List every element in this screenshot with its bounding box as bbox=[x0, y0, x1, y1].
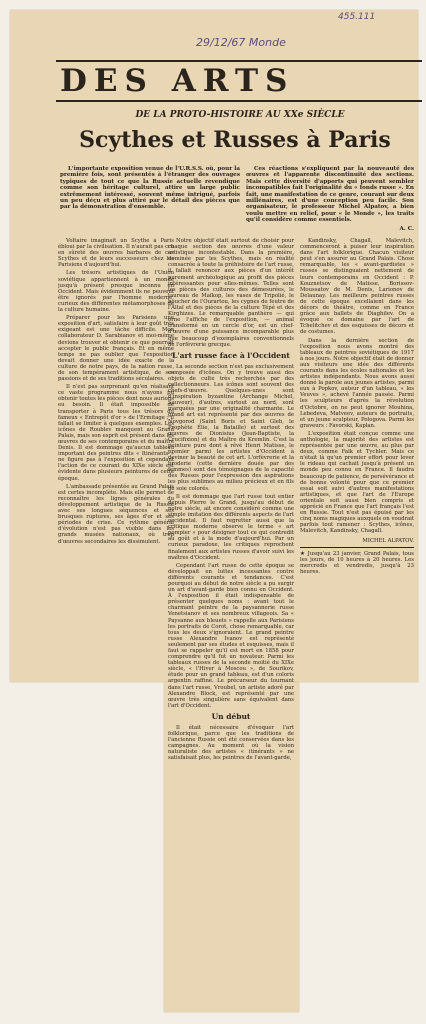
article-headline: Scythes et Russes à Paris bbox=[79, 127, 391, 153]
article-column-3 bbox=[300, 238, 414, 678]
paragraph: L'exposition était conçue comme une anthologie, la majorité des artistes est représentée par une œuvre, au plus par deux, comme Falk et Tychler. Mais ce n'était là qu'un premier effort pour lever le rideau qui cachait jusqu'à présent un monde peu connu en France. Il faudra beaucoup de patience, de persévérance et de bonne volonté pour que ce premier essai soit suivi d'autres manifestations artistiques, et que l'art de l'Europe orientale soit aussi bien compris et apprécié en France que l'art français l'est en Russie. Tout n'est pas épuisé par les cinq noms magiques auxquels on voudrait parfois tout ramener : Scythes, icônes, Malevitch, Kandinsky, Chagall. bbox=[300, 430, 414, 535]
paragraph: L'ambassade présentée au Grand Palais est certes incomplète. Mais elle permet de reconnaître les lignes générales du développement artistique de la Russie avec ses longues séquences et ses brusques ruptures, ses âges d'or et ses périodes de crise. Ce rythme général d'évolution n'est pas visible dans les grands musées nationaux, où trop d'œuvres secondaires les dissimulent. bbox=[58, 483, 174, 545]
lead-paragraph: L'importante exposition venue de l'U.R.S.S. où, pour la première fois, sont présentés à l'étranger des ouvrages typiques de tout ce que la Russie actuelle revendique comme son héritage culturel, attire un large public extrêmement intéressé, souvent même intrigué, parfois un peu déçu et plus attiré par le détail des pièces que par la démonstration d'ensemble. bbox=[60, 166, 240, 211]
article-lead-left bbox=[60, 166, 240, 213]
paragraph: Préparer pour les Parisiens une exposition d'art, satisfaire à leur goût très exigeant est une tâche difficile. Mon collaborateur D. Sarabianov et moi-même devions trouver et obtenir ce que pourrait accepter le public français. Et en même temps ne pas oublier que l'exposition devait donner une idée exacte de la culture de notre pays, de la nation russe, de son tempérament artistique, de ses passions et de ses traditions séculaires. bbox=[58, 315, 174, 383]
paragraph: La seconde section n'est pas exclusivement composée d'icônes. On y trouve aussi des objets de culte très recherchés par des collectionneurs. Les icônes sont souvent des chefs-d'œuvre. Quelques-unes sont d'inspiration byzantine (Archange Michel, Sauveur), d'autres, surtout au nord, sont marquées par une originalité charmante. Le grand art est représenté par des œuvres de Novgorod (Saint Boris et Saint Gleb, le Prophète Élie, la Bataille) et surtout des œuvres de Dionisius (Jean-Baptiste, la Crucifixion) et du Maître du Kremlin. C'est la peinture pure dont à rêvé Henri Matisse, le premier parmi les artistes d'Occident à deviner la beauté de cet art. L'orfèvrerie et la broderie (cette dernière douée par des femmes) sont des témoignages de la capacité des Russes pour l'expression des aspirations les plus sublimes au milieu précieux et en fils de soie colorés. bbox=[168, 363, 294, 492]
section-title: DES ARTS bbox=[60, 63, 295, 99]
paragraph: Kandinsky, Chagall, Malevitch, commenceront à puiser leur inspiration dans l'art folklorique. Chacun visiteur peut s'en assurer au Grand Palais. Chose remarquable, les « avant-gardistes » russes se distinguaient nettement de leurs contemporains en Occident : P. Kouznetsov de Matisse, Borissov-Moussatov de M. Denis, Larionov de Delaunay. Les meilleurs peintres russes de cette époque excellaient dans les décors de théâtre, comme en France grâce aux ballets de Diaghilev. On a évoqué ce domaine par l'art de Tchelitchev et des esquisses de décors et de costumes. bbox=[300, 238, 414, 336]
paragraph: Cependant l'art russe de cette époque se développait en luttes incessantes contre différents courants et tendances. C'est pourquoi au début de notre siècle a pu surgir un art d'avant-garde bien connu en Occident. À l'exposition il était indispensable de présenter quelques noms : avant tout le charmant peintre de la paysannerie russe Venetsianov et ses nombreux villageois. Sa « Paysanne aux bleuets » rappelle aux Parisiens les portraits de Corot, chose remarquable, car tous les deux s'ignoraient. Le grand peintre russe Alexandre Ivanov est représenté seulement par ses études et esquisses, mais il faut se rappeler qu'il est mort en 1858 pour comprendre qu'il fut un novateur. Parmi les tableaux russes de la seconde moitié du XIXe siècle, « l'Hiver à Moscou », de Sourikov, étude pour un grand tableau, est d'un coloris argentin raffiné. Le précurseur du tournant dans l'art russe, Vroubel, un artiste adoré par Alexandre Block, est représenté par une œuvre très singulière sans équivalent dans l'art d'Occident. bbox=[168, 562, 294, 709]
article-column-2 bbox=[168, 238, 294, 1012]
practical-info: ★ Jusqu'au 23 janvier, Grand Palais, tous les jours, de 10 heures à 20 heures. Les mercredis et vendredis, jusqu'à 23 heures. bbox=[300, 550, 414, 575]
article-column-1 bbox=[58, 238, 174, 678]
paragraph: Dans la dernière section de l'exposition nous avons montré des tableaux de peintres soviétiques de 1917 à nos jours. Notre objectif était de donner aux visiteurs une idée des différents courants dans les écoles nationales et les artistes indépendants. Nous avons aussi donné la parole aux jeunes artistes, parmi eux à Popkov, auteur d'un tableau, « les Veuves », achevé l'année passée. Parmi les sculpteurs d'après la révolution d'Octobre, on ne peut ignorer Mouhina, Lebedeva, Matveev, auteurs de portraits, et un jeune sculpteur, Pologova. Parmi les graveurs : Favorski, Kaplan. bbox=[300, 337, 414, 429]
lead-signature: A. C. bbox=[399, 225, 414, 232]
lead-paragraph: Ces réactions s'expliquent par la nouveauté des œuvres et l'apparente discontinuité des sections. Mais cette diversité d'apports qui peuvent sembler incompatibles fait l'originalité du « fonds russe ». En fait, une manifestation de ce genre, courant sur deux millénaires, est d'une conception peu facile. Son organisateur, le professeur Michel Alpatov, a bien voulu mettre en relief, pour « le Monde », les traits qu'il considère comme essentiels. bbox=[246, 166, 414, 224]
author-signature: MICHEL ALPATOV. bbox=[362, 537, 414, 544]
article-lead-right bbox=[246, 166, 414, 232]
masthead-bottom-rule bbox=[56, 100, 422, 102]
handwritten-ref-note: 455.111 bbox=[338, 12, 376, 22]
handwritten-date-note: 29/12/67 Monde bbox=[196, 36, 286, 49]
subheading-un-debut: Un début bbox=[211, 711, 251, 721]
subheading-art-russe: L'art russe face à l'Occident bbox=[172, 350, 290, 360]
signature-divider bbox=[300, 547, 414, 548]
paragraph: Il n'est pas surprenant qu'en réalisant ce vaste programme nous n'ayons pu obtenir toutes les pièces dont nous aurions eu besoin. Il était impossible de transporter à Paris tous les trésors du fameux « Entrepôt d'or » de l'Ermitage ; il fallait se limiter à quelques exemples. Les icônes de Roublev manquent au Grand Palais, mais son esprit est présent dans les œuvres de ses contemporains et du maître Denis. Il est dommage qu'aucun tableau important des peintres dits « Itinérants » ne figure pas à l'exposition et cependant l'action de ce courant du XIXe siècle est évidente dans plusieurs peintures de cette époque. bbox=[58, 384, 174, 482]
masthead-top-rule bbox=[56, 60, 422, 62]
paragraph: Il était nécessaire d'évoquer l'art folklorique, parce que les traditions de l'ancienne Russie ont été conservées dans les campagnes. Au moment où la vision naturaliste des artistes « itinérants » ne satisfaisait plus, les peintres de l'avant-garde, bbox=[168, 724, 294, 762]
paragraph: Il est dommage que l'art russe tout entier depuis Pierre le Grand, jusqu'au début de notre siècle, ait encore considéré comme une simple imitation des différents aspects de l'art occidental. Il faut regretter aussi que la critique moderne observe le terme « art pompier » pour désigner tout ce qui contredit au goût et à la mode d'aujourd'hui. Par un curieux paradoxe, les critiques reprochent finalement aux artistes russes d'avoir suivi les maîtres d'Occident. bbox=[168, 493, 294, 561]
paragraph: Les trésors artistiques de l'Union soviétique appartiennent à un monde jusqu'à présent presque inconnu en Occident. Mais évidemment ils ne peuvent être ignorés par l'homme moderne, curieux des différentes métamorphoses de la culture humaine. bbox=[58, 270, 174, 314]
paragraph: Voltaire imaginait un Scythe à Paris ébloui par la civilisation. Il n'aurait pas cru en sûreté des œuvres barbares de ces Scythes et de leurs successeurs chez les Parisiens d'aujourd'hui. bbox=[58, 238, 174, 269]
paragraph: Notre objectif était surtout de choisir pour chaque section des œuvres d'une valeur artistique incontestable. Dans la première, dominée par les Scythes, mais en réalité consacrée à toute la préhistoire de l'art russe, il fallait renoncer aux pièces d'un intérêt purement archéologique au profit des pièces intéressantes pour elles-mêmes. Telles sont les pièces des cultures des démesurées, le taureau de Maïkop, les vases de Tripolié, le boucher de l'Ourartou, les cygnes de feutre de l'Altaï et des pièces de la culture Tépé et des Kirghizes. Le remarquable panthère — qui orne l'affiche de l'exposition, — animal transformé en un cercle d'or, est un chef-d'œuvre d'une puissance incomparable plus que beaucoup d'exemplaires conventionnels de l'orfèvrerie grecque. bbox=[168, 238, 294, 348]
article-kicker: DE LA PROTO-HISTOIRE AU XXe SIÈCLE bbox=[135, 110, 345, 120]
